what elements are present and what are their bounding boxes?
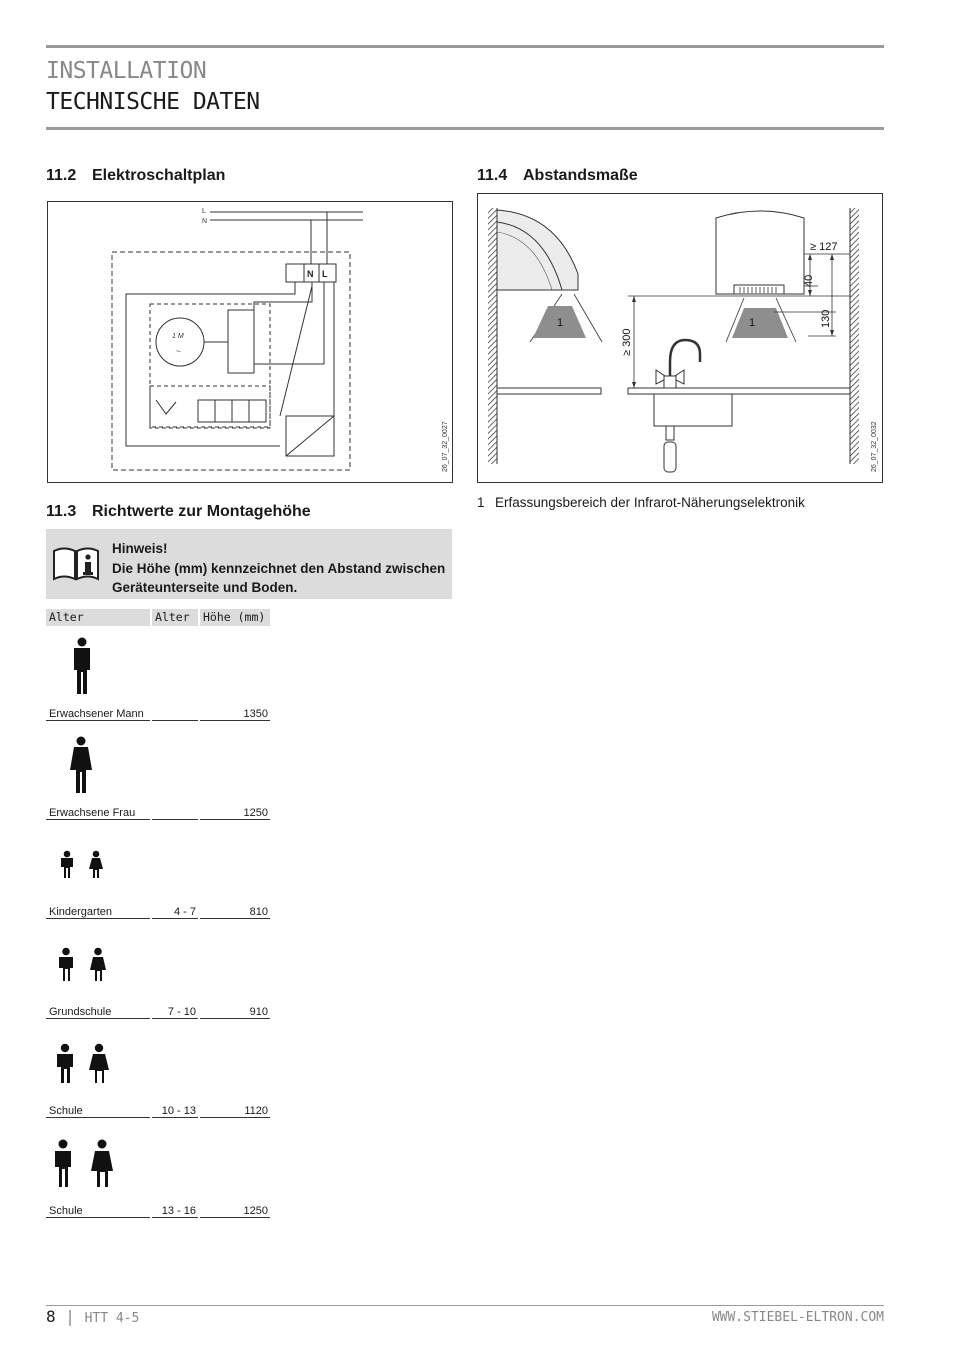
row-label: Grundschule xyxy=(46,1005,150,1019)
row-height: 1120 xyxy=(200,1104,270,1118)
row-label: Schule xyxy=(46,1204,150,1218)
dimension-127: ≥ 127 xyxy=(810,241,838,253)
section-heading-clearance: 11.4 Abstandsmaße xyxy=(477,167,638,184)
model-name: HTT 4-5 xyxy=(84,1311,140,1326)
page-title: TECHNISCHE DATEN xyxy=(46,89,260,115)
children-icon xyxy=(54,1043,112,1083)
column-header-age: Alter xyxy=(152,609,198,626)
page-number: 8 xyxy=(46,1307,56,1326)
footer-left xyxy=(46,1307,139,1326)
column-header-height: Höhe (mm) xyxy=(200,609,270,626)
row-label: Kindergarten xyxy=(46,905,150,919)
note-title: Hinweis! xyxy=(112,541,168,556)
wiring-diagram xyxy=(47,201,453,483)
row-height: 1350 xyxy=(200,707,270,721)
header-category: INSTALLATION xyxy=(46,58,207,84)
website-url: WWW.STIEBEL-ELTRON.COM xyxy=(711,1310,884,1325)
dimension-130: 130 xyxy=(820,309,832,328)
man-icon xyxy=(70,637,94,695)
zone-label-left: 1 xyxy=(557,317,564,329)
dimension-300: ≥ 300 xyxy=(621,328,633,356)
row-label: Erwachsener Mann xyxy=(46,707,150,721)
terminal-l-label: L xyxy=(322,269,328,279)
column-header-label: Alter xyxy=(46,609,150,626)
note-text xyxy=(112,539,448,598)
row-label: Schule xyxy=(46,1104,150,1118)
clearance-caption: 1 Erfassungsbereich der Infrarot-Näherungselektronik xyxy=(477,495,805,510)
row-age: 10 - 13 xyxy=(152,1104,198,1118)
clearance-figure-code: 26_07_32_0032 xyxy=(871,421,878,472)
row-age: 13 - 16 xyxy=(152,1204,198,1218)
zone-label-right: 1 xyxy=(749,317,756,329)
footer-rule xyxy=(46,1305,884,1306)
children-icon xyxy=(52,1139,114,1187)
row-height: 1250 xyxy=(200,1204,270,1218)
clearance-diagram xyxy=(477,193,883,483)
line-l-label: L xyxy=(202,208,206,215)
motor-label: 1 M xyxy=(172,333,184,340)
header-top-rule xyxy=(46,45,884,48)
note-body: Die Höhe (mm) kennzeichnet den Abstand zwischen Geräteunterseite und Boden. xyxy=(112,560,446,595)
header-bottom-rule xyxy=(46,127,884,130)
row-age: 7 - 10 xyxy=(152,1005,198,1019)
row-age xyxy=(152,707,198,721)
info-book-icon xyxy=(52,545,100,583)
row-height: 1250 xyxy=(200,806,270,820)
note-box xyxy=(46,529,452,599)
wiring-figure-code: 26_07_32_0027 xyxy=(442,421,449,472)
line-n-label: N xyxy=(202,218,208,225)
wiring-diagram-svg xyxy=(48,202,452,482)
terminal-n-label: N xyxy=(307,269,314,279)
row-height: 810 xyxy=(200,905,270,919)
clearance-diagram-svg xyxy=(478,194,882,482)
section-heading-mounting: 11.3 Richtwerte zur Montagehöhe xyxy=(46,503,311,520)
row-height: 910 xyxy=(200,1005,270,1019)
footer-separator: | xyxy=(65,1307,75,1326)
children-icon xyxy=(56,947,110,981)
children-icon xyxy=(58,850,108,878)
row-label: Erwachsene Frau xyxy=(46,806,150,820)
row-age: 4 - 7 xyxy=(152,905,198,919)
motor-symbol: ~ xyxy=(176,347,181,356)
woman-icon xyxy=(68,736,94,794)
dimension-40: 40 xyxy=(803,274,815,287)
section-heading-wiring: 11.2 Elektroschaltplan xyxy=(46,167,226,184)
row-age xyxy=(152,806,198,820)
